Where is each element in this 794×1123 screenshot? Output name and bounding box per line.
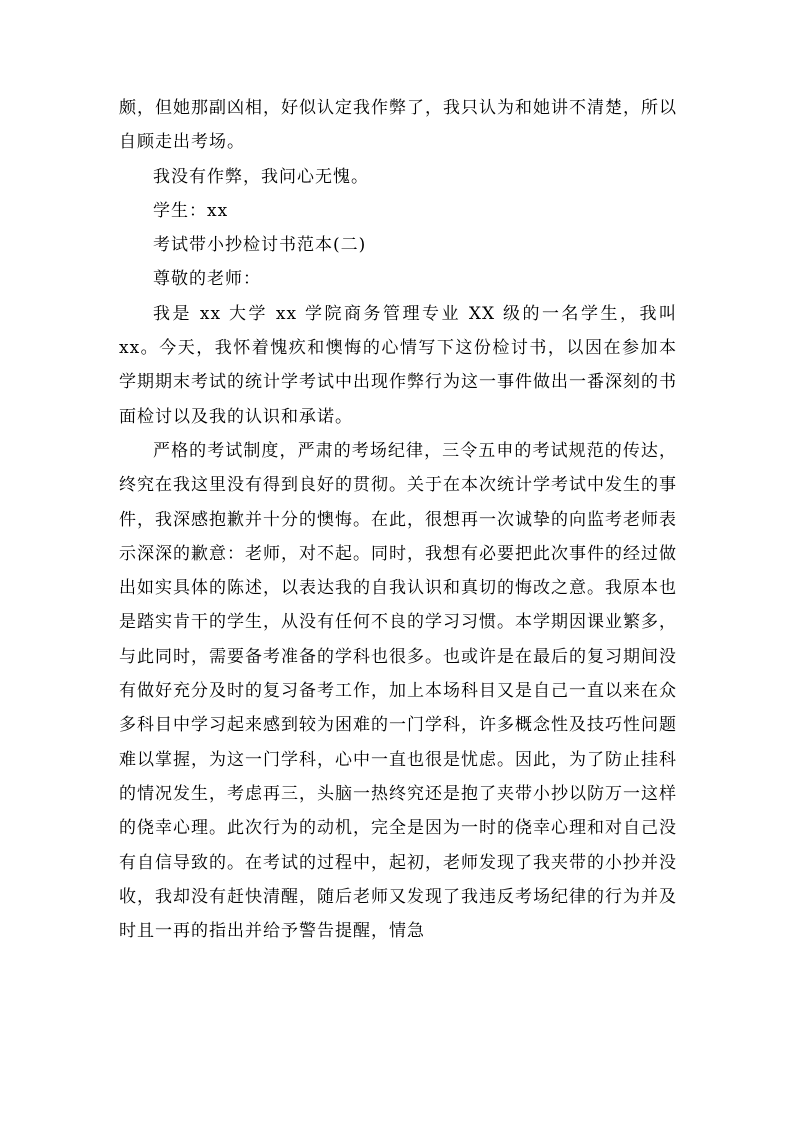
salutation: 尊敬的老师： [153, 269, 261, 290]
paragraph-statement: 我没有作弊，我问心无愧。 [153, 166, 369, 187]
paragraph-signature: 学生：xx [153, 200, 229, 221]
paragraph-body: 严格的考试制度，严肃的考场纪律，三令五申的考试规范的传达，终究在我这里没有得到良好的贯彻。关于在本次统计学考试中发生的事件，我深感抱歉并十分的懊悔。在此，很想再一次诚挚的向监考老师表示深深的歉意：老师，对不起。同时，我想有必要把此次事件的经过做出如实具体的陈述，以表达我的自我认识和真切的悔改之意。我原本也是踏实肯干的学生，从没有任何不良的学习习惯。本学期因课业繁多，与此同时，需要备考准备的学科也很多。也或许是在最后的复习期间没有做好充分及时的复习备考工作，加上本场科目又是自己一直以来在众多科目中学习起来感到较为困难的一门学科，许多概念性及技巧性问题难以掌握，为这一门学科，心中一直也很是忧虑。因此，为了防止挂科的情况发生，考虑再三，头脑一热终究还是抱了夹带小抄以防万一这样的侥幸心理。此次行为的动机，完全是因为一时的侥幸心理和对自己没有自信导致的。在考试的过程中，起初，老师发现了我夹带的小抄并没收，我却没有赶快清醒，随后老师又发现了我违反考场纪律的行为并及时且一再的指出并给予警告提醒，情急 [119, 440, 677, 942]
paragraph-introduction: 我是 xx 大学 xx 学院商务管理专业 XX 级的一名学生，我叫 xx。今天，我怀着愧疚和懊悔的心情写下这份检讨书，以因在参加本学期期末考试的统计学考试中出现作弊行为这一事件做出一番深刻的书面检讨以及我的认识和承诺。 [119, 303, 677, 427]
paragraph-continuation: 颇，但她那副凶相，好似认定我作弊了，我只认为和她讲不清楚，所以自顾走出考场。 [119, 98, 677, 153]
document-body [119, 91, 677, 948]
section-heading: 考试带小抄检讨书范本(二) [153, 235, 367, 256]
